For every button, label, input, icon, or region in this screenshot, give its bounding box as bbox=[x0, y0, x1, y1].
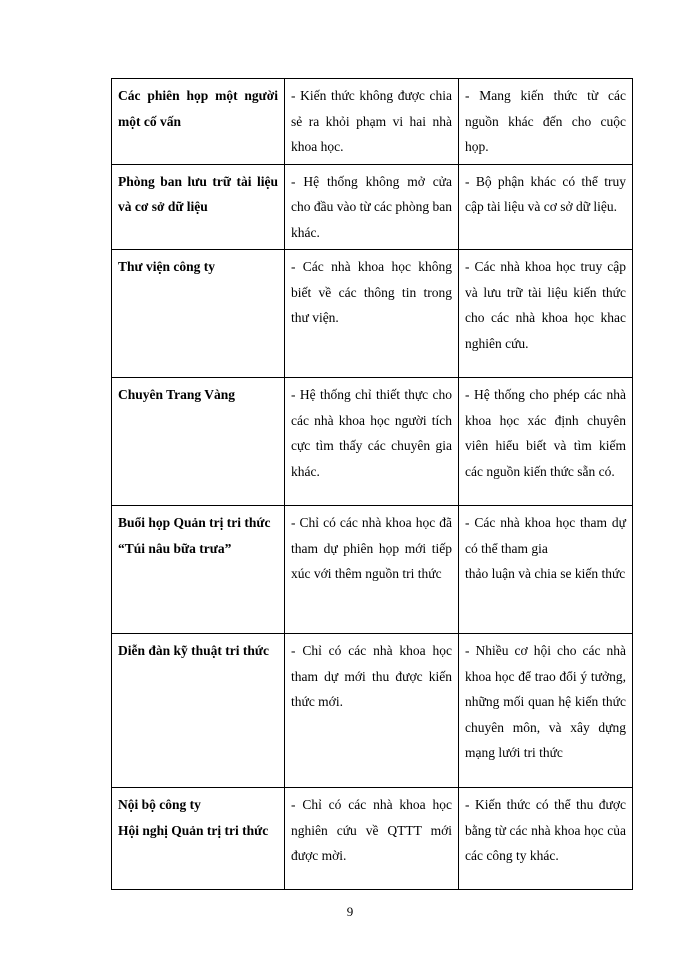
cell-text: Diễn đàn kỹ thuật tri thức bbox=[118, 643, 269, 658]
table-row bbox=[112, 788, 633, 890]
row-name-cell bbox=[112, 79, 285, 165]
table-row bbox=[112, 634, 633, 788]
knowledge-sharing-table bbox=[111, 78, 633, 890]
row-name-cell bbox=[112, 250, 285, 378]
cell-line: Nội bộ công ty bbox=[118, 797, 201, 812]
cell-text: Chuyên Trang Vàng bbox=[118, 387, 236, 402]
cell-line: - Các nhà khoa học tham dự có thể tham gia bbox=[465, 515, 626, 556]
benefit-cell: - Mang kiến thức từ các nguồn khác đến cho cuộc họp. bbox=[459, 79, 633, 165]
cell-text: Các phiên họp một người một cố vấn bbox=[118, 88, 278, 129]
limitation-cell: - Hệ thống chỉ thiết thực cho các nhà khoa học người tích cực tìm thấy các chuyên gia khác. bbox=[285, 378, 459, 506]
table-row bbox=[112, 164, 633, 250]
limitation-cell: - Chỉ có các nhà khoa học đã tham dự phiên họp mới tiếp xúc với thêm nguồn tri thức bbox=[285, 506, 459, 634]
benefit-cell: - Bộ phận khác có thể truy cập tài liệu và cơ sở dữ liệu. bbox=[459, 164, 633, 250]
cell-line: thảo luận và chia se kiến thức bbox=[465, 566, 626, 581]
row-name-cell bbox=[112, 634, 285, 788]
table-row bbox=[112, 506, 633, 634]
cell-line: “Túi nâu bữa trưa” bbox=[118, 540, 232, 556]
page-number: 9 bbox=[346, 904, 354, 919]
limitation-cell: - Chỉ có các nhà khoa học nghiên cứu về QTTT mới được mời. bbox=[285, 788, 459, 890]
limitation-cell: - Hệ thống không mở cửa cho đầu vào từ các phòng ban khác. bbox=[285, 164, 459, 250]
benefit-cell: - Các nhà khoa học truy cập và lưu trữ tài liệu kiến thức cho các nhà khoa học khac nghiên cứu. bbox=[459, 250, 633, 378]
benefit-cell: - Kiến thức có thể thu được bằng từ các nhà khoa học của các công ty khác. bbox=[459, 788, 633, 890]
cell-text: Phòng ban lưu trữ tài liệu và cơ sở dữ liệu bbox=[118, 173, 278, 214]
benefit-cell bbox=[459, 506, 633, 634]
benefit-cell: - Nhiều cơ hội cho các nhà khoa học để trao đổi ý tưởng, những mối quan hệ kiến thức chuyên môn, và xây dựng mạng lưới tri thức bbox=[459, 634, 633, 788]
limitation-cell: - Kiến thức không được chia sẻ ra khỏi phạm vi hai nhà khoa học. bbox=[285, 79, 459, 165]
row-name-cell bbox=[112, 378, 285, 506]
row-name-cell bbox=[112, 788, 285, 890]
table-row bbox=[112, 378, 633, 506]
table-row bbox=[112, 250, 633, 378]
limitation-cell: - Chỉ có các nhà khoa học tham dự mới thu được kiến thức mới. bbox=[285, 634, 459, 788]
cell-line: Hội nghị Quản trị tri thức bbox=[118, 822, 269, 838]
limitation-cell: - Các nhà khoa học không biết về các thông tin trong thư viện. bbox=[285, 250, 459, 378]
cell-line: Buổi họp Quản trị tri thức bbox=[118, 515, 271, 530]
row-name-cell bbox=[112, 164, 285, 250]
benefit-cell: - Hệ thống cho phép các nhà khoa học xác định chuyên viên hiểu biết và tìm kiếm các nguồn kiến thức sẵn có. bbox=[459, 378, 633, 506]
table-row bbox=[112, 79, 633, 165]
cell-text: Thư viện công ty bbox=[118, 259, 215, 274]
row-name-cell bbox=[112, 506, 285, 634]
